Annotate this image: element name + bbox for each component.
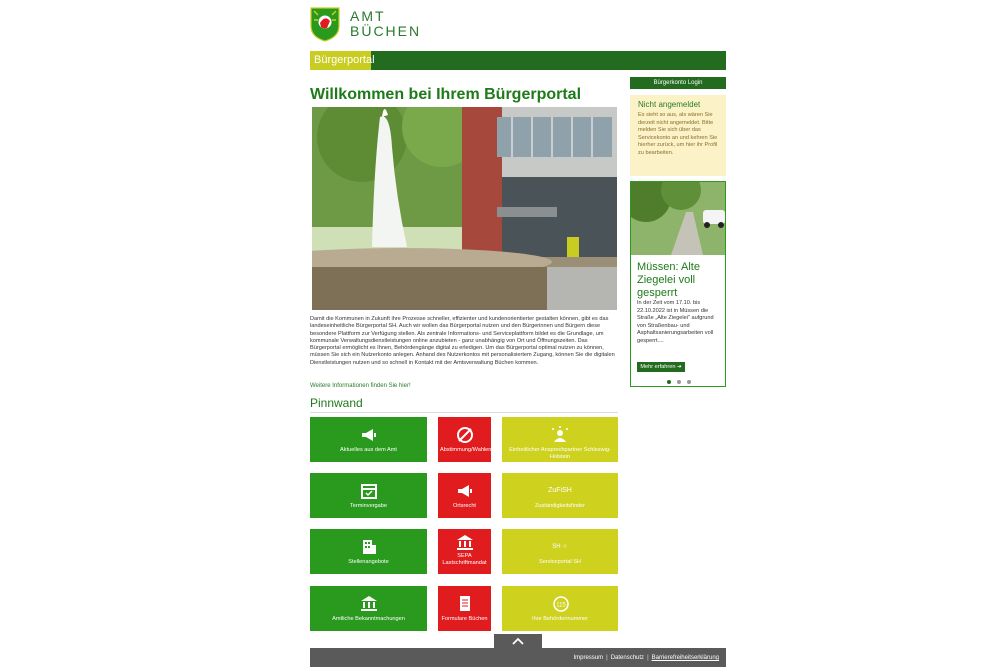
crest-icon (310, 6, 340, 42)
tile-label: Einheitlicher Ansprechpartner Schleswig-Holstein (509, 447, 611, 460)
logo-line-1: AMT (350, 8, 386, 24)
bank-icon (359, 594, 379, 614)
impressum-link[interactable]: Impressum (573, 655, 604, 661)
news-text: In der Zeit vom 17.10. bis 22.10.2022 ist in Müssen die Straße „Alte Ziegelei" aufgrund von Straßenbau- und Asphaltsanierungsarbeiten voll gesperrt.... (637, 300, 714, 344)
megaphone-icon (359, 425, 379, 445)
tile-label: Zuständigkeitsfinder (534, 503, 586, 509)
tile-label: Aktuelles aus dem Amt (340, 447, 397, 453)
logo-line-2: BÜCHEN (350, 23, 422, 39)
tile-serviceportal[interactable] (502, 529, 618, 574)
tile-label: Formulare Büchen (441, 616, 488, 622)
tile-label: Ortsrecht (452, 503, 476, 509)
login-status-box (630, 95, 726, 176)
tile-label: Serviceportal SH (539, 559, 581, 565)
more-info-link[interactable]: Weitere Informationen finden Sie hier! (310, 383, 411, 389)
page (310, 0, 726, 667)
building-icon (359, 537, 379, 557)
tile-abstimmung[interactable] (438, 417, 491, 462)
calendar-icon (359, 481, 379, 501)
tile-behoerdennummer[interactable] (502, 586, 618, 631)
zufish-icon: ZuFiSH (548, 487, 572, 494)
tile-label: Terminvergabe (350, 503, 387, 509)
tile-zustaendigkeitsfinder[interactable] (502, 473, 618, 518)
vote-icon (455, 425, 475, 445)
logo[interactable] (310, 6, 421, 42)
tile-ansprechpartner[interactable] (502, 417, 618, 462)
logo-text (350, 9, 421, 39)
carousel-dot-2[interactable] (677, 380, 681, 384)
tile-label: Ihre Behördennummer (532, 616, 588, 622)
carousel-dot-1[interactable] (667, 380, 671, 384)
tile-label: Abstimmung/Wahlen (440, 447, 492, 453)
tile-label: SEPA Lastschriftmandat (442, 553, 487, 566)
scroll-to-top-button[interactable] (494, 634, 542, 648)
tile-stellenangebote[interactable] (310, 529, 427, 574)
buergerkonto-login-button[interactable]: Bürgerkonto Login (630, 77, 726, 89)
news-card (630, 181, 726, 387)
login-status-text: Es sieht so aus, als wären Sie derzeit nicht angemeldet. Bitte melden Sie sich über das Servicekonto an und kehren Sie hierher zurück, um hier ihr Profil zu bearbeiten. (638, 112, 718, 156)
main-navbar (310, 51, 726, 70)
tile-terminvergabe[interactable] (310, 473, 427, 518)
pinnwand-divider (310, 412, 618, 413)
megaphone-icon (455, 481, 475, 501)
sh-icon: SH ☆ (552, 544, 568, 550)
news-image (631, 182, 725, 255)
phone-115-text: 115 (556, 602, 566, 609)
chevron-up-icon (494, 634, 542, 648)
intro-text: Damit die Kommunen in Zukunft ihre Prozesse schneller, effizienter und kundenorientierter gestalten können, gibt es das landeseinheitliche Bürgerportal SH. Auch wir wollen das Bürgerportal nutzen und den Bürgerinnen und Bürgern diese besondere Plattform zur Verfügung stellen. Als zentrale Informations- und Serviceplattform bildet es die Grundlage, um kommunale Verwaltungsdienstleistungen online anzubieten - ganz unabhängig von Ort und Öffnungszeiten. Das Bürgerportal ermöglicht es Ihnen, Behördengänge digital zu erledigen. Um das Bürgerportal optimal nutzen zu können, müssen Sie sich ein Nutzerkonto anlegen. Anhand des Nutzerkontos mit personalisiertem Zugang, können Sie die digitalen Dienstleistungen nutzen und so schnell in Kontakt mit der Amtsverwaltung Büchen kommen. (310, 316, 615, 366)
pinnwand-heading: Pinnwand (310, 396, 363, 410)
footer-links: Impressum | Datenschutz | Barrierefreiheitserklärung (570, 655, 722, 661)
login-status-title: Nicht angemeldet (638, 100, 701, 109)
tile-formulare[interactable] (438, 586, 491, 631)
barrierefreiheit-link[interactable]: Barrierefreiheitserklärung (651, 655, 719, 661)
carousel-dots (667, 380, 691, 384)
person-stars-icon (550, 425, 570, 445)
news-title[interactable]: Müssen: Alte Ziegelei voll gesperrt (637, 261, 700, 299)
hero-image (312, 107, 617, 310)
phone-115-icon (550, 594, 570, 614)
tile-ortsrecht[interactable] (438, 473, 491, 518)
carousel-dot-3[interactable] (687, 380, 691, 384)
footer (310, 648, 726, 667)
main-content (310, 86, 618, 410)
tile-aktuelles[interactable] (310, 417, 427, 462)
page-title: Willkommen bei Ihrem Bürgerportal (310, 86, 582, 103)
nav-tab-buergerportal[interactable]: Bürgerportal (310, 51, 371, 70)
mehr-erfahren-button[interactable]: Mehr erfahren ➔ (637, 362, 685, 372)
tile-sepa[interactable] (438, 529, 491, 574)
bank-icon (455, 533, 475, 553)
form-icon (455, 594, 475, 614)
tile-label: Amtliche Bekanntmachungen (332, 616, 405, 622)
tile-label: Stellenangebote (348, 559, 389, 565)
tile-bekanntmachungen[interactable] (310, 586, 427, 631)
datenschutz-link[interactable]: Datenschutz (610, 655, 645, 661)
